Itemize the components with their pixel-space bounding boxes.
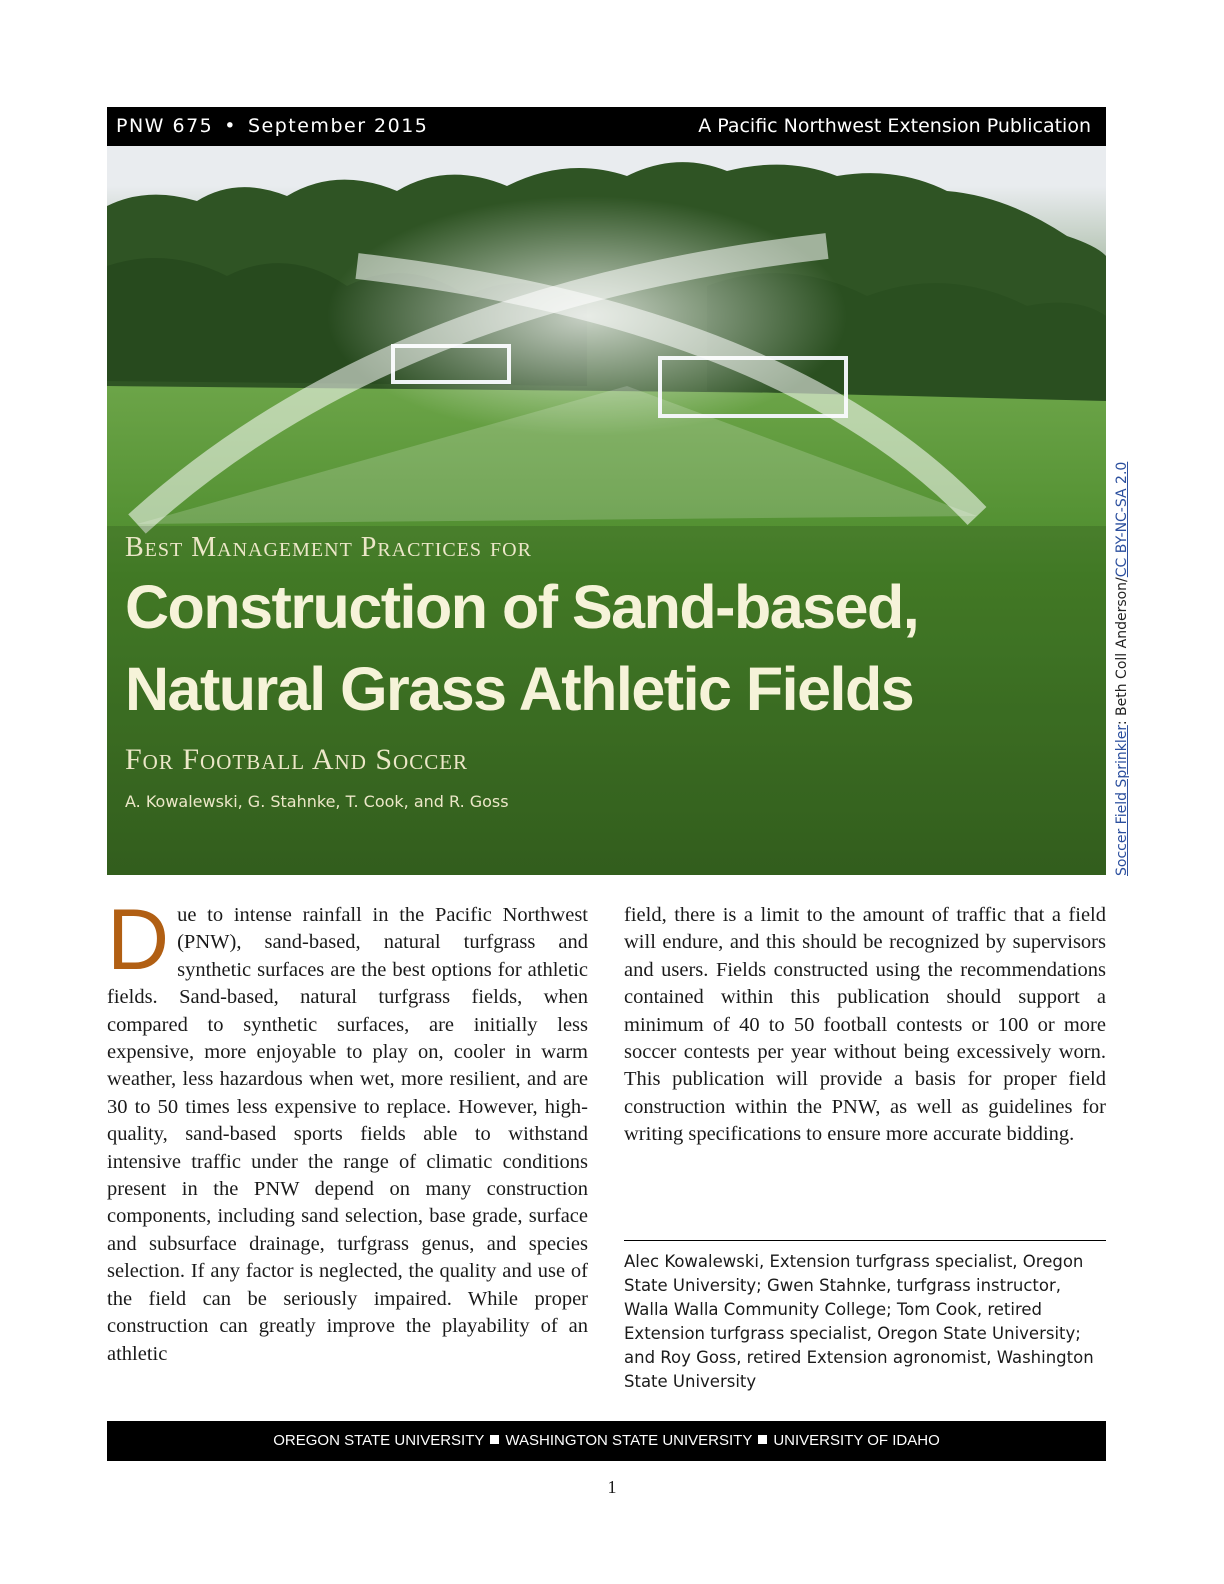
affiliation-divider [624, 1240, 1106, 1241]
square-separator-icon [490, 1435, 499, 1444]
page-number: 1 [607, 1477, 617, 1497]
footer-university-1: OREGON STATE UNIVERSITY [273, 1432, 485, 1449]
publication-header-bar [107, 107, 1106, 146]
series-label: A Pacific Northwest Extension Publication [698, 115, 1091, 137]
cover-photo [107, 146, 1106, 875]
photo-credit-author: Beth Coll Anderson [1114, 581, 1130, 716]
footer-university-2: WASHINGTON STATE UNIVERSITY [505, 1432, 753, 1449]
body-text-2: field, there is a limit to the amount of traffic that a field will endure, and this should be recognized by supervisors and users. Fields constructed using the recommendations contained within this publication should support a minimum of 40 to 50 football contests or 100 or more soccer contests per year without being excessively worn. This publication will provide a basis for proper field construction within the PNW, as well as guidelines for writing specifications to ensure more accurate bidding. [624, 904, 1106, 1146]
title-kicker: Best Management Practices for [125, 532, 532, 563]
photo-credit: Soccer Field Sprinkler: Beth Coll Anderson/CC BY-NC-SA 2.0 [1114, 461, 1130, 876]
author-list: A. Kowalewski, G. Stahnke, T. Cook, and R. Goss [125, 792, 509, 811]
body-text-1: ue to intense rainfall in the Pacific Northwest (PNW), sand-based, natural turfgrass and synthetic surfaces are the best options for athletic fields. Sand-based, natural turfgrass fields, when compared to synthetic surfaces, are initially less expensive, more enjoyable to play on, cooler in warm weather, less hazardous when wet, more resilient, and are 30 to 50 times less expensive to replace. However, high-quality, sand-based sports fields able to withstand intensive traffic under the range of climatic conditions present in the PNW depend on many construction components, including sand selection, base grade, surface and subsurface drainage, turfgrass genus, and species selection. If any factor is neglected, the quality and use of the field can be seriously impaired. While proper construction can greatly improve the playability of an athletic [107, 904, 588, 1365]
document-title [125, 566, 1055, 730]
separator-dot: • [224, 115, 237, 137]
title-line-1: Construction of Sand-based, [125, 573, 919, 641]
title-line-2: Natural Grass Athletic Fields [125, 655, 914, 723]
author-affiliations: Alec Kowalewski, Extension turfgrass specialist, Oregon State University; Gwen Stahnke, turfgrass instructor, Walla Walla Community College; Tom Cook, retired Extension turfgrass specialist, Oregon State University; and Roy Goss, retired Extension agronomist, Washington State University [624, 1252, 1094, 1391]
square-separator-icon [758, 1435, 767, 1444]
pub-number: PNW 675 [116, 115, 214, 137]
university-footer [107, 1421, 1106, 1461]
document-subtitle: For Football And Soccer [125, 743, 469, 776]
photo-license-link[interactable]: CC BY-NC-SA 2.0 [1114, 461, 1130, 578]
photo-credit-title-link[interactable]: Soccer Field Sprinkler [1114, 725, 1130, 876]
publication-id [116, 115, 428, 137]
drop-cap: D [107, 892, 170, 988]
footer-university-3: UNIVERSITY OF IDAHO [773, 1432, 940, 1449]
body-column-2 [624, 902, 1106, 1149]
pub-date: September 2015 [247, 115, 429, 137]
body-column-1 [107, 892, 588, 1368]
